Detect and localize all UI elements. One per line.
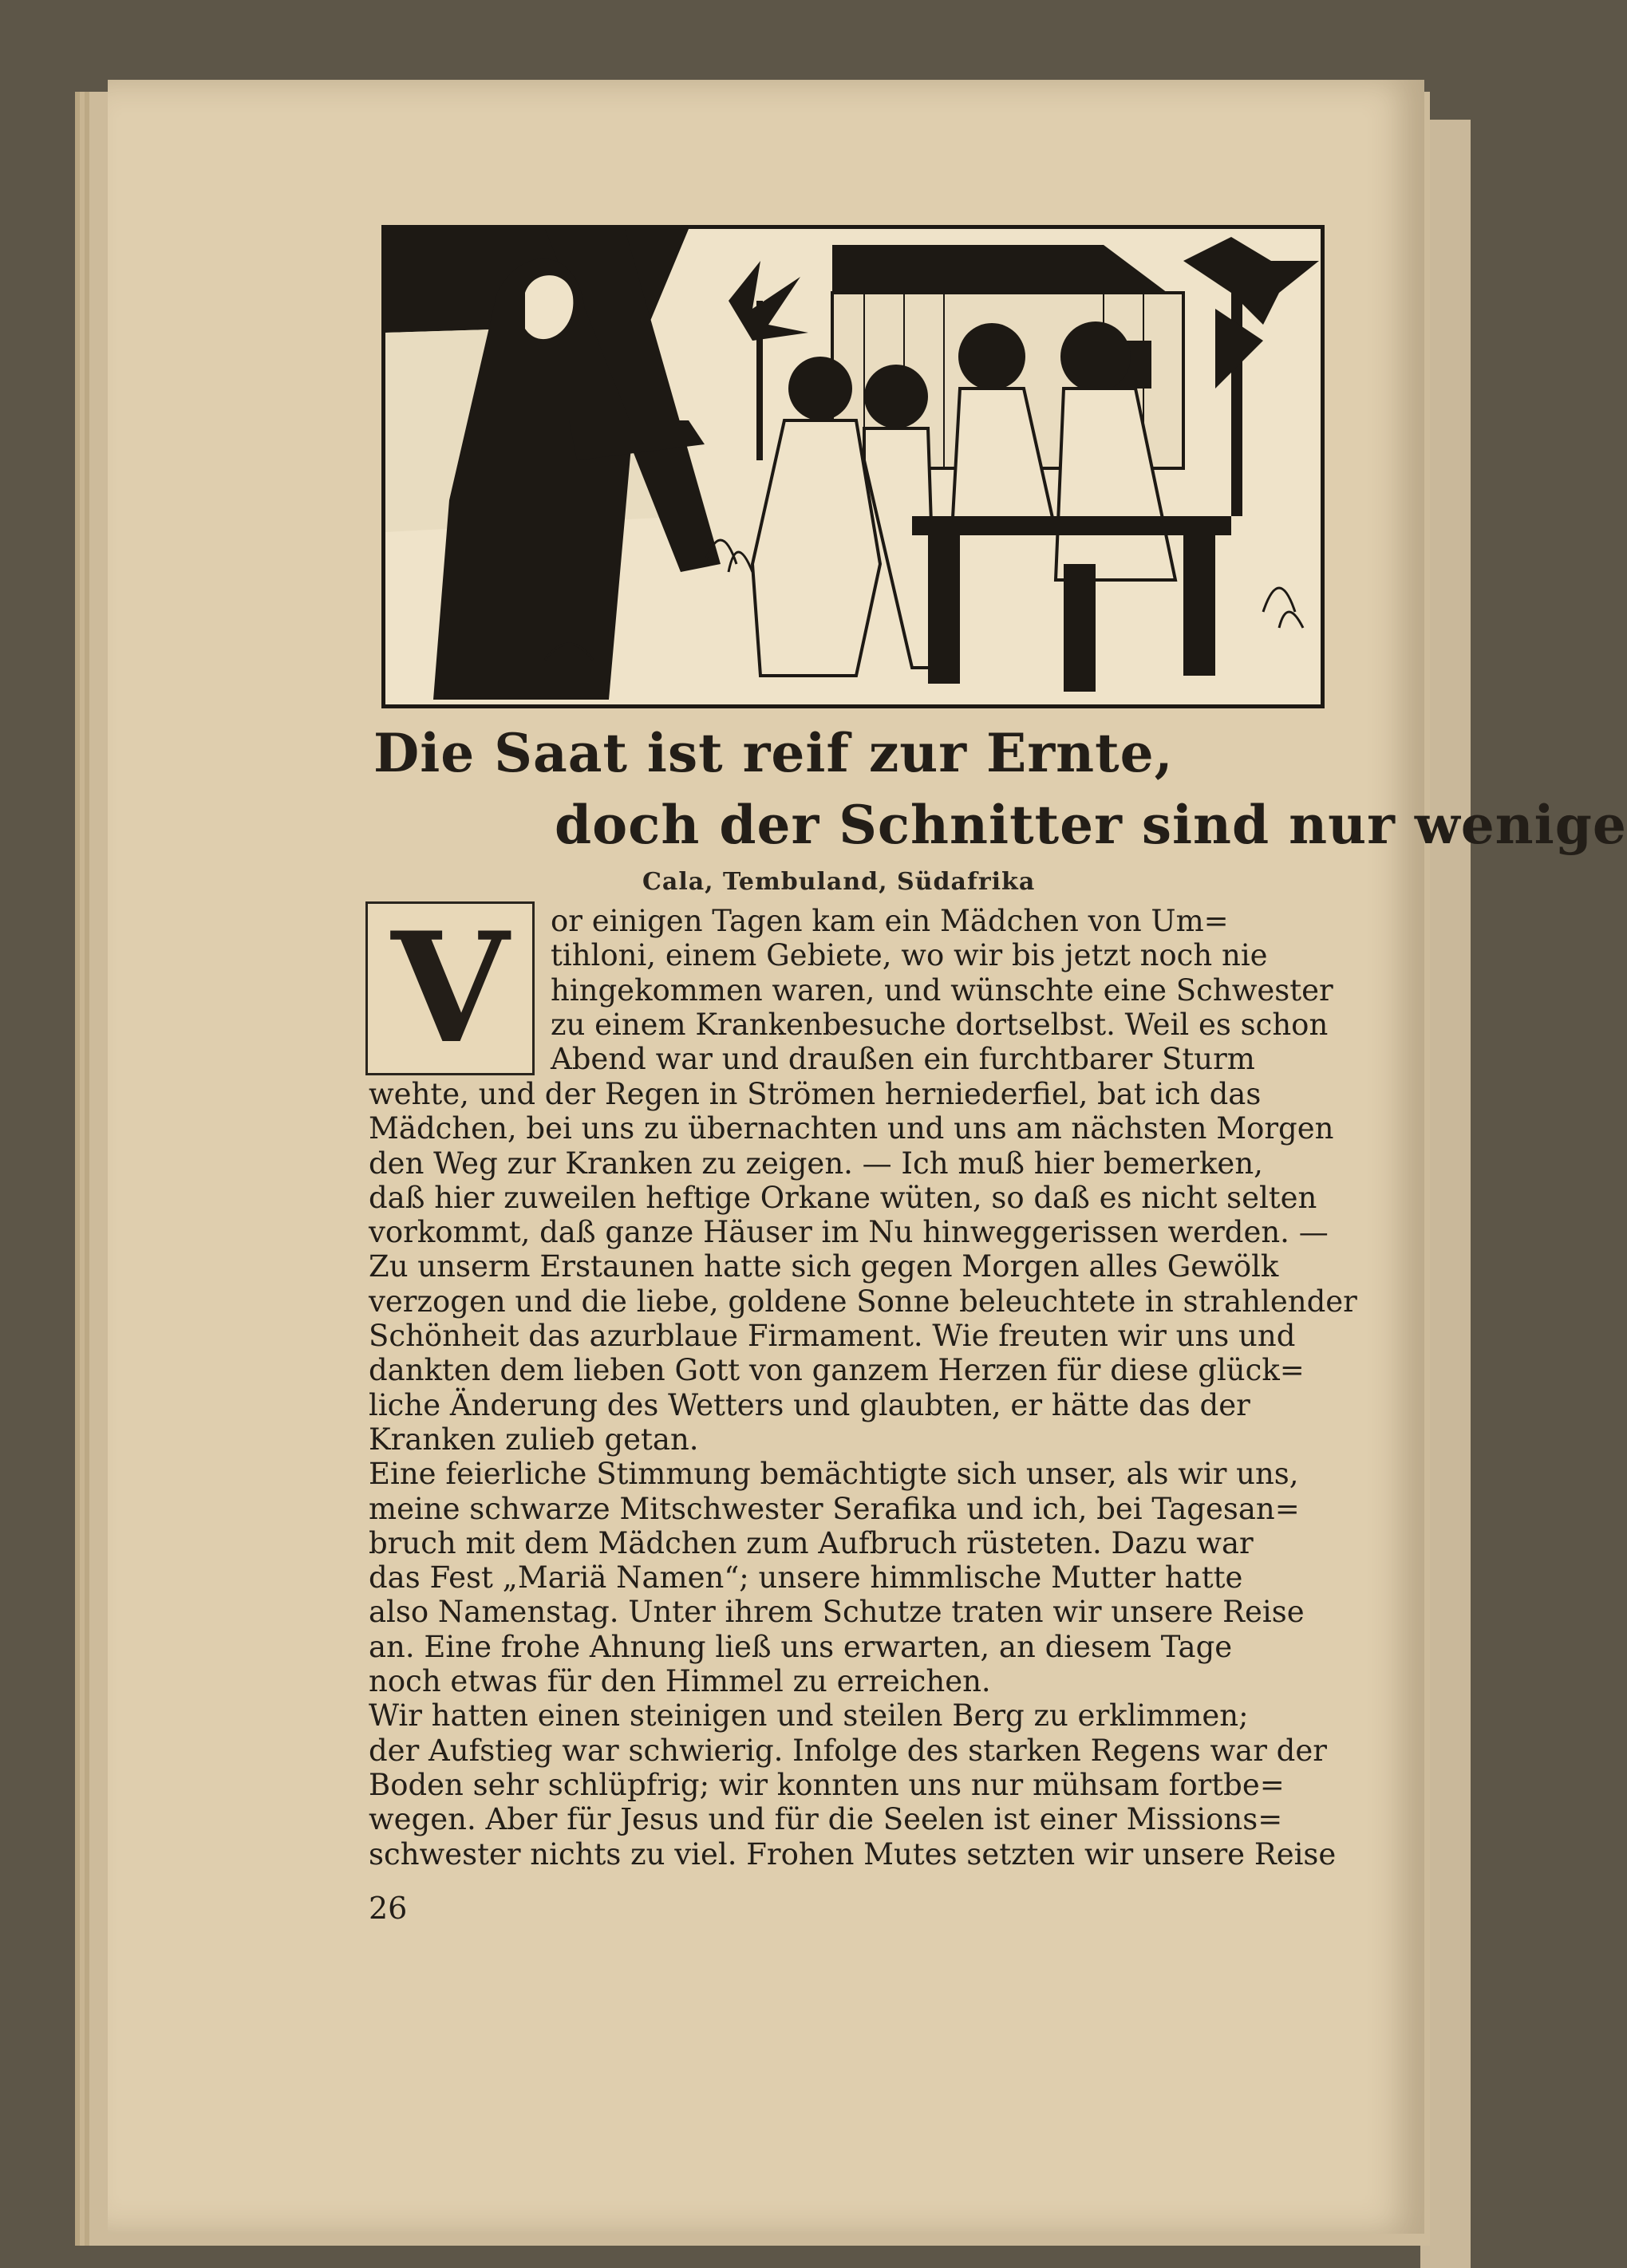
article-title-line-1: Die Saat ist reif zur Ernte,: [373, 722, 1174, 784]
text-line: daß hier zuweilen heftige Orkane wüten, so daß es nicht selten: [369, 1180, 1317, 1215]
text-line: also Namenstag. Unter ihrem Schutze traten wir unsere Reise: [369, 1595, 1305, 1630]
article-location: Cala, Tembuland, Südafrika: [642, 868, 1036, 896]
text-line: bruch mit dem Mädchen zum Aufbruch rüsteten. Dazu war: [369, 1525, 1254, 1560]
article-title-line-2: doch der Schnitter sind nur wenige: [555, 794, 1627, 856]
text-line: Wir hatten einen steinigen und steilen Berg zu erklimmen;: [369, 1698, 1249, 1734]
body-text: [369, 1077, 1357, 1872]
text-line: der Aufstieg war schwierig. Infolge des starken Regens war der: [369, 1733, 1327, 1768]
text-line: zu einem Krankenbesuche dortselbst. Weil es schon: [551, 1007, 1329, 1042]
text-line: Mädchen, bei uns zu übernachten und uns am nächsten Morgen: [369, 1111, 1334, 1146]
text-line: verzogen und die liebe, goldene Sonne beleuchtete in strahlender: [369, 1284, 1357, 1319]
text-line: tihloni, einem Gebiete, wo wir bis jetzt noch nie: [551, 938, 1268, 973]
text-line: hingekommen waren, und wünschte eine Schwester: [551, 972, 1333, 1008]
intro-paragraph: [551, 904, 1333, 1077]
text-line: wehte, und der Regen in Strömen herniederfiel, bat ich das: [369, 1077, 1262, 1111]
text-line: den Weg zur Kranken zu zeigen. — Ich muß hier bemerken,: [369, 1146, 1263, 1181]
text-line: liche Änderung des Wetters und glaubten, er hätte das der: [369, 1387, 1250, 1422]
dropcap-letter: V: [391, 899, 509, 1077]
text-line: Zu unserm Erstaunen hatte sich gegen Morgen alles Gewölk: [369, 1249, 1279, 1284]
page-number: 26: [369, 1891, 408, 1926]
text-line: wegen. Aber für Jesus und für die Seelen ist einer Missions=: [369, 1802, 1283, 1837]
text-line: schwester nichts zu viel. Frohen Mutes setzten wir unsere Reise: [369, 1836, 1337, 1872]
text-line: or einigen Tagen kam ein Mädchen von Um=: [551, 904, 1229, 938]
mission-illustration: [381, 225, 1325, 708]
text-line: Eine feierliche Stimmung bemächtigte sich unser, als wir uns,: [369, 1457, 1299, 1492]
text-line: Kranken zulieb getan.: [369, 1422, 699, 1457]
text-line: vorkommt, daß ganze Häuser im Nu hinweggerissen werden. —: [369, 1215, 1329, 1250]
dropcap-ornament: [365, 901, 535, 1075]
text-line: meine schwarze Mitschwester Serafika und ich, bei Tagesan=: [369, 1491, 1300, 1526]
text-line: Abend war und draußen ein furchtbarer Sturm: [551, 1042, 1255, 1077]
text-line: noch etwas für den Himmel zu erreichen.: [369, 1664, 991, 1699]
text-line: Schönheit das azurblaue Firmament. Wie freuten wir uns und: [369, 1319, 1296, 1354]
text-line: Boden sehr schlüpfrig; wir konnten uns nur mühsam fortbe=: [369, 1767, 1285, 1802]
text-line: dankten dem lieben Gott von ganzem Herzen für diese glück=: [369, 1353, 1305, 1388]
text-line: an. Eine frohe Ahnung ließ uns erwarten, an diesem Tage: [369, 1629, 1233, 1664]
text-line: das Fest „Mariä Namen“; unsere himmlische Mutter hatte: [369, 1560, 1243, 1595]
